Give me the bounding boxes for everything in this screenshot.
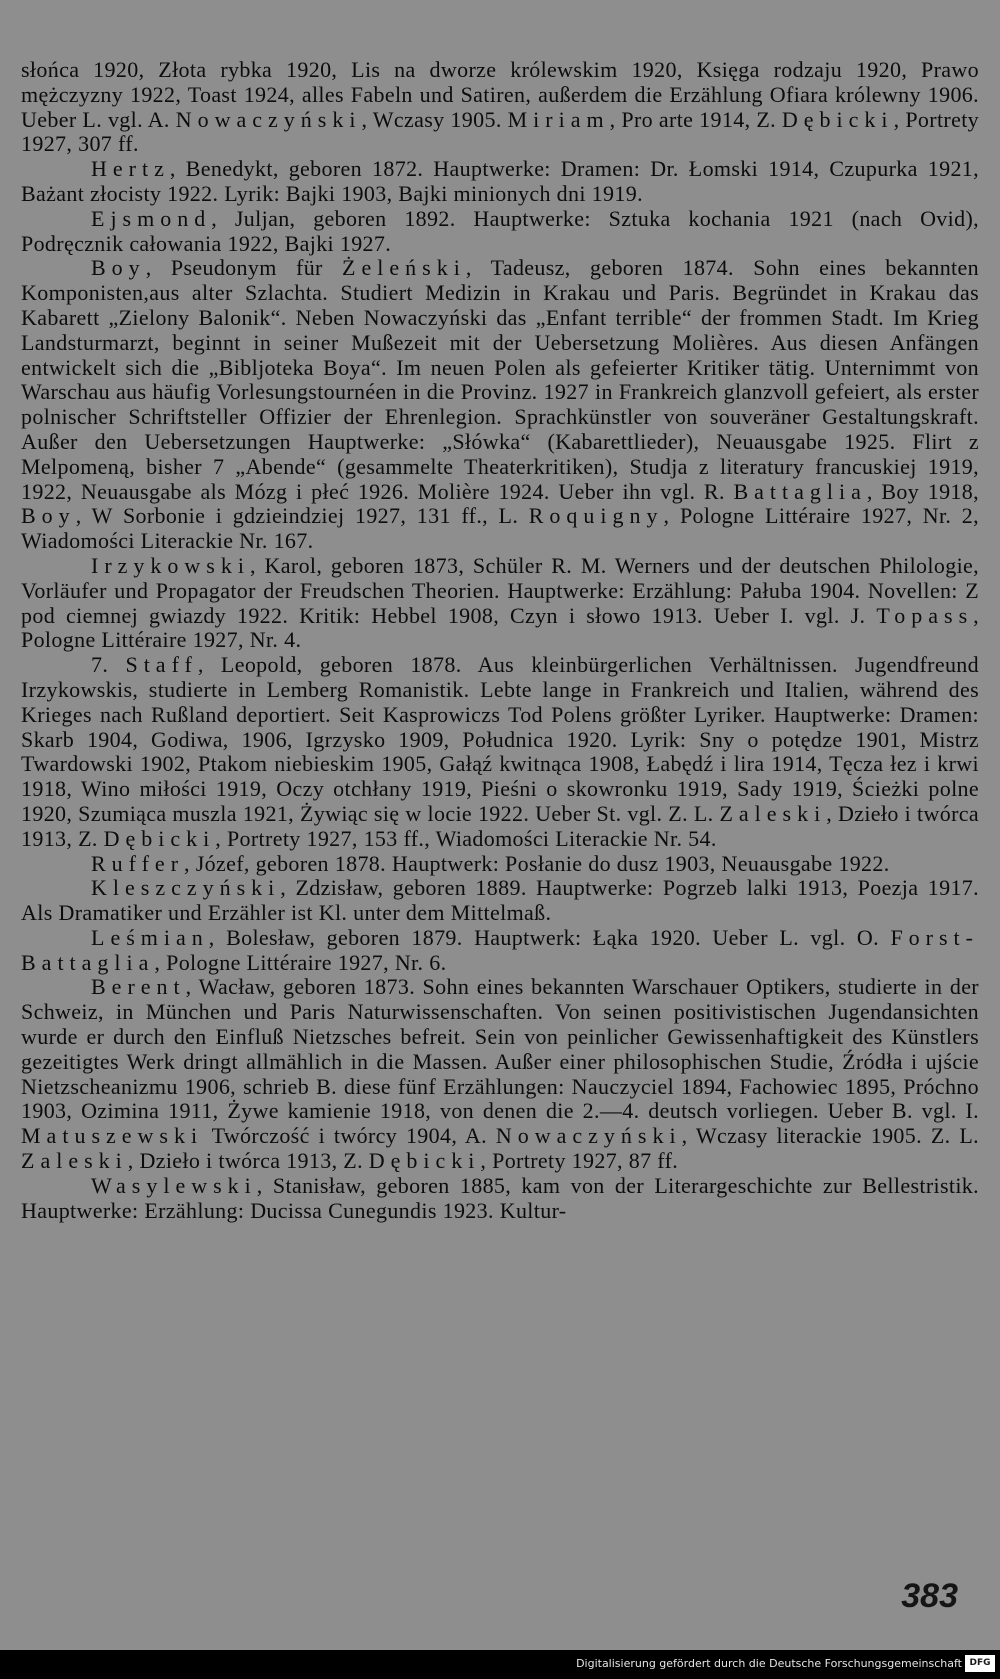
spaced-name: Dębicki	[103, 825, 216, 851]
spaced-name: Forst-Battaglia	[21, 924, 979, 975]
text-run: , Wacław, geboren 1873. Sohn eines bekannten Warschauer Optikers, studierte in der Schweiz, in München und Paris Naturwissenschaften. Von seinen positivistischen Jugendansichten wurde er durch den Einfluß Nietzsches befreit. Sein von peinlicher Gewissenhaftigkeit des Künstlers gezeitigtes Werk dringt allmählich in die Massen. Außer einer philosophischen Studie, Źródła i ujście Nietzscheanizmu 1906, schrieb B. diese fünf Erzählungen: Nauczyciel 1894, Fachowiec 1895, Próchno 1903, Ozimina 1911, Żywe kamienie 1918, von denen die 2.—4. deutsch vorliegen. Ueber B. vgl. I.	[21, 974, 979, 1124]
text-run: słońca 1920, Złota rybka 1920, Lis na dworze królewskim 1920, Księga rodzaju 1920, Prawo mężczyzny 1922, Toast 1924, alles Fabeln und Satiren, außerdem die Erzählung Ofiara królewny 1906. Ueber L. vgl. A.	[21, 57, 979, 132]
spaced-name: Wasylewski	[91, 1172, 257, 1198]
spaced-name: Matuszewski	[21, 1123, 204, 1149]
spaced-name: Berent	[91, 974, 186, 1000]
page-number: 383	[901, 1577, 958, 1615]
spaced-name: Leśmian	[91, 924, 209, 950]
text-run: , Zdzisław, geboren 1889. Hauptwerke: Pogrzeb lalki 1913, Poezja 1917. Als Dramatiker und Erzähler ist Kl. unter dem Mittelmaß.	[21, 875, 979, 926]
text-run: , Dzieło i twórca 1913, Z.	[127, 1148, 369, 1174]
spaced-name: Dębicki	[781, 106, 894, 132]
paragraph	[21, 653, 979, 851]
paragraph	[21, 256, 979, 554]
spaced-name: Żeleński	[342, 255, 466, 281]
spaced-name: Hertz	[91, 156, 170, 182]
text-run: , Tadeusz, geboren 1874. Sohn eines bekannten Komponisten,aus alter Szlachta. Studiert Medizin in Krakau und Paris. Begründet in Krakau das Kabarett „Zielony Balonik“. Neben Nowaczyński das „Enfant terrible“ der frommen Stadt. Im Krieg Landsturmarzt, beginnt in seiner Mußezeit mit der Uebersetzung Molières. Aus diesen Anfängen entwickelt sich die „Bibljoteka Boya“. Im neuen Polen als gefeierter Kritiker tätig. Unternimmt von Warschau aus häufig Vorlesungstournéen in die Provinz. 1927 in Frankreich glanzvoll gefeiert, als erster polnischer Schriftsteller Offizier der Ehrenlegion. Sprachkünstler von souveräner Gestaltungskraft. Außer den Uebersetzungen Hauptwerke: „Słówka“ (Kabarettlieder), Neuausgabe 1925. Flirt z Melpomeną, bisher 7 „Abende“ (gesammelte Theaterkritiken), Studja z literatury francuskiej 1919, 1922, Neuausgabe als Mózg i płeć 1926. Molière 1924. Ueber ihn vgl. R.	[21, 255, 979, 504]
spaced-name: Nowaczyński	[175, 106, 362, 132]
digitization-footer	[0, 1650, 1000, 1679]
spaced-name: Boy	[91, 255, 146, 281]
text-run: , Portrety 1927, 307 ff.	[21, 106, 980, 157]
spaced-name: Ejsmond	[91, 205, 212, 231]
text-run: , W Sorbonie i gdzieindziej 1927, 131 ff., L.	[75, 503, 529, 529]
text-run: , Benedykt, geboren 1872. Hauptwerke: Dramen: Dr. Łomski 1914, Czupurka 1921, Bażant złocisty 1922. Lyrik: Bajki 1903, Bajki minionych dni 1919.	[21, 156, 979, 206]
text-run: , Karol, geboren 1873, Schüler R. M. Werners und der deutschen Philologie, Vorläufer und Propagator der Freudschen Theorien. Hauptwerke: Erzählung: Pałuba 1904. Novellen: Z pod ciemnej gwiazdy 1922. Kritik: Hebbel 1908, Czyn i słowo 1913. Ueber I. vgl. J.	[21, 552, 979, 628]
text-run: , Józef, geboren 1878. Hauptwerk: Posłanie do dusz 1903, Neuausgabe 1922.	[184, 850, 890, 876]
text-run: Twórczość i twórcy 1904, A.	[203, 1123, 496, 1149]
text-run: , Stanisław, geboren 1885, kam von der Literargeschichte zur Bellestristik. Hauptwerke: Erzählung: Ducissa Cunegundis 1923. Kultur-	[21, 1172, 979, 1223]
text-run: , Juljan, geboren 1892. Hauptwerke: Sztuka kochania 1921 (nach Ovid), Podręcznik całowania 1922, Bajki 1927.	[21, 205, 979, 256]
paragraph	[21, 58, 979, 157]
paragraph	[21, 876, 979, 926]
spaced-name: Miriam	[507, 106, 610, 132]
dfg-logo: DFG	[965, 1655, 995, 1672]
text-run: , Pro arte 1914, Z.	[609, 106, 782, 132]
text-run: , Bolesław, geboren 1879. Hauptwerk: Łąka 1920. Ueber L. vgl. O.	[208, 924, 891, 950]
paragraph	[21, 1174, 979, 1224]
spaced-name: Ruffer	[91, 850, 185, 876]
text-run: , Wczasy literackie 1905. Z. L.	[681, 1123, 979, 1149]
spaced-name: Irzykowski	[91, 552, 250, 578]
footer-credit: Digitalisierung gefördert durch die Deutsche Forschungsgemeinschaft	[576, 1657, 962, 1670]
text-run: , Pologne Littéraire 1927, Nr. 6.	[154, 949, 447, 975]
text-run: , Dzieło i twórca 1913, Z.	[21, 800, 979, 851]
spaced-name: Topass	[876, 602, 974, 628]
text-run: , Boy 1918,	[866, 478, 979, 504]
paragraph	[21, 852, 979, 877]
paragraph	[21, 554, 979, 653]
text-run: , Portrety 1927, 153 ff., Wiadomości Literackie Nr. 54.	[215, 825, 717, 851]
text-run: , Portrety 1927, 87 ff.	[480, 1148, 679, 1174]
paragraph	[21, 975, 979, 1173]
text-run: , Pologne Littéraire 1927, Nr. 2, Wiadomości Literackie Nr. 167.	[21, 503, 980, 554]
spaced-name: Zaleski	[719, 800, 827, 826]
spaced-name: Staff	[125, 652, 198, 678]
spaced-name: Boy	[21, 503, 76, 529]
text-run: , Pologne Littéraire 1927, Nr. 4.	[21, 602, 979, 653]
spaced-name: Dębicki	[368, 1148, 481, 1174]
spaced-name: Kleszczyński	[91, 875, 281, 901]
spaced-name: Battaglia	[733, 478, 867, 504]
text-run: , Pseudonym für	[145, 255, 343, 281]
text-run: , Wczasy 1905.	[361, 106, 508, 132]
paragraph	[21, 926, 979, 976]
spaced-name: Zaleski	[21, 1148, 128, 1174]
paragraph	[21, 207, 979, 257]
paragraph	[21, 157, 979, 207]
text-run: , Leopold, geboren 1878. Aus kleinbürgerlichen Verhältnissen. Jugendfreund Irzykowskis, studierte in Lemberg Romanistik. Lebte lange in Frankreich und Italien, während des Krieges nach Rußland deportiert. Seit Kasprowiczs Tod Polens größter Lyriker. Hauptwerke: Dramen: Skarb 1904, Godiwa, 1906, Igrzysko 1909, Południca 1920. Lyrik: Sny o potędze 1901, Mistrz Twardowski 1902, Ptakom niebieskim 1905, Gałąź kwitnąca 1908, Łabędź i lira 1914, Tęcza łez i krwi 1918, Wino miłości 1919, Oczy otchłany 1919, Pieśni o skowronku 1919, Sady 1919, Ścieżki polne 1920, Szumiąca muszla 1921, Żywiąc się w locie 1922. Ueber St. vgl. Z. L.	[21, 652, 979, 826]
spaced-name: Nowaczyński	[495, 1123, 682, 1149]
body-text	[21, 58, 979, 1223]
spaced-name: Roquigny	[528, 503, 664, 529]
text-run: 7.	[91, 652, 126, 678]
